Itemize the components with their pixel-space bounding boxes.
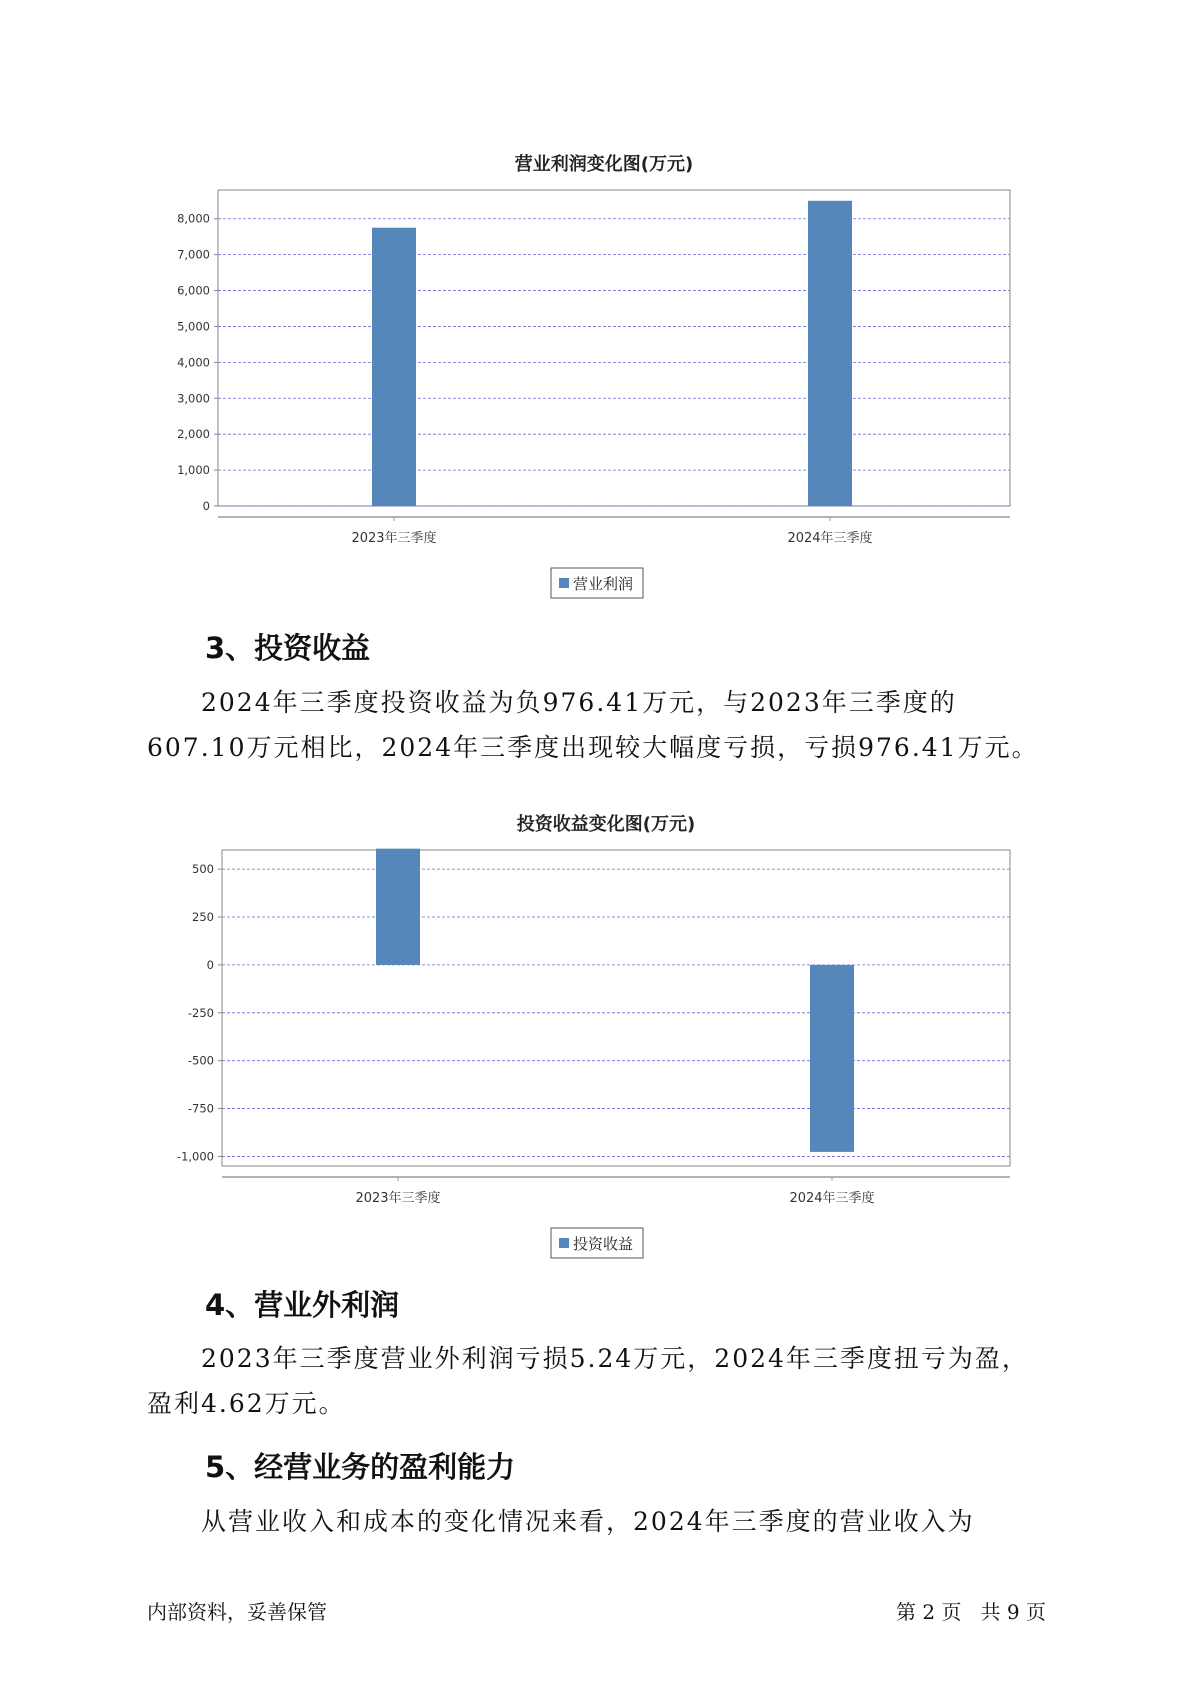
- section-3-paragraph: 2024年三季度投资收益为负976.41万元，与2023年三季度的607.10万元相比，2024年三季度出现较大幅度亏损，亏损976.41万元。: [147, 688, 1039, 762]
- investment-income-chart: [0, 800, 1191, 1260]
- legend-label: 投资收益: [573, 1235, 634, 1253]
- y-tick-label: 500: [192, 862, 214, 877]
- legend-swatch: [559, 578, 569, 588]
- chart-title: 投资收益变化图(万元): [516, 814, 696, 835]
- section-5-paragraph: 从营业收入和成本的变化情况来看，2024年三季度的营业收入为: [201, 1507, 975, 1536]
- y-tick-label: 0: [206, 957, 214, 972]
- bar-2: [810, 965, 854, 1152]
- footer-confidential-note: 内部资料，妥善保管: [147, 1600, 327, 1624]
- y-tick-label: 5,000: [177, 319, 210, 334]
- x-tick-label: 2023年三季度: [355, 1191, 441, 1206]
- investment-income-chart-svg: [0, 800, 1191, 1260]
- legend-swatch: [559, 1238, 569, 1248]
- y-tick-label: 3,000: [177, 391, 210, 406]
- plot-area: [218, 190, 1010, 506]
- y-tick-label: 2,000: [177, 427, 210, 442]
- footer-page-number: 第 2 页 共 9 页: [896, 1600, 1046, 1624]
- operating-profit-chart-svg: [0, 140, 1191, 600]
- section-5-title: 5、经营业务的盈利能力: [205, 1450, 516, 1484]
- x-tick-label: 2023年三季度: [351, 531, 437, 546]
- y-tick-label: 250: [192, 910, 214, 925]
- y-tick-label: 6,000: [177, 283, 210, 298]
- bar-2: [808, 201, 852, 506]
- section-3-title: 3、投资收益: [205, 631, 371, 665]
- bar-1: [372, 228, 416, 506]
- y-tick-label: 7,000: [177, 247, 210, 262]
- y-tick-label: -250: [187, 1005, 214, 1020]
- y-tick-label: 1,000: [177, 463, 210, 478]
- y-tick-label: 8,000: [177, 211, 210, 226]
- y-tick-label: 0: [202, 499, 210, 513]
- chart-legend: [551, 1228, 643, 1258]
- y-tick-label: -1,000: [176, 1149, 214, 1164]
- y-tick-label: -750: [187, 1101, 214, 1116]
- chart-legend: [551, 568, 643, 598]
- section-4-paragraph: 2023年三季度营业外利润亏损5.24万元，2024年三季度扭亏为盈，盈利4.62万元。: [147, 1344, 1029, 1418]
- bar-1: [376, 849, 420, 965]
- section-4-title: 4、营业外利润: [205, 1288, 400, 1322]
- x-tick-label: 2024年三季度: [789, 1191, 875, 1206]
- plot-area: [222, 850, 1010, 1166]
- y-tick-label: -500: [187, 1053, 214, 1068]
- operating-profit-chart: [0, 140, 1191, 600]
- x-tick-label: 2024年三季度: [787, 531, 873, 546]
- y-tick-label: 4,000: [177, 355, 210, 370]
- chart-title: 营业利润变化图(万元): [514, 154, 694, 175]
- legend-label: 营业利润: [573, 575, 634, 593]
